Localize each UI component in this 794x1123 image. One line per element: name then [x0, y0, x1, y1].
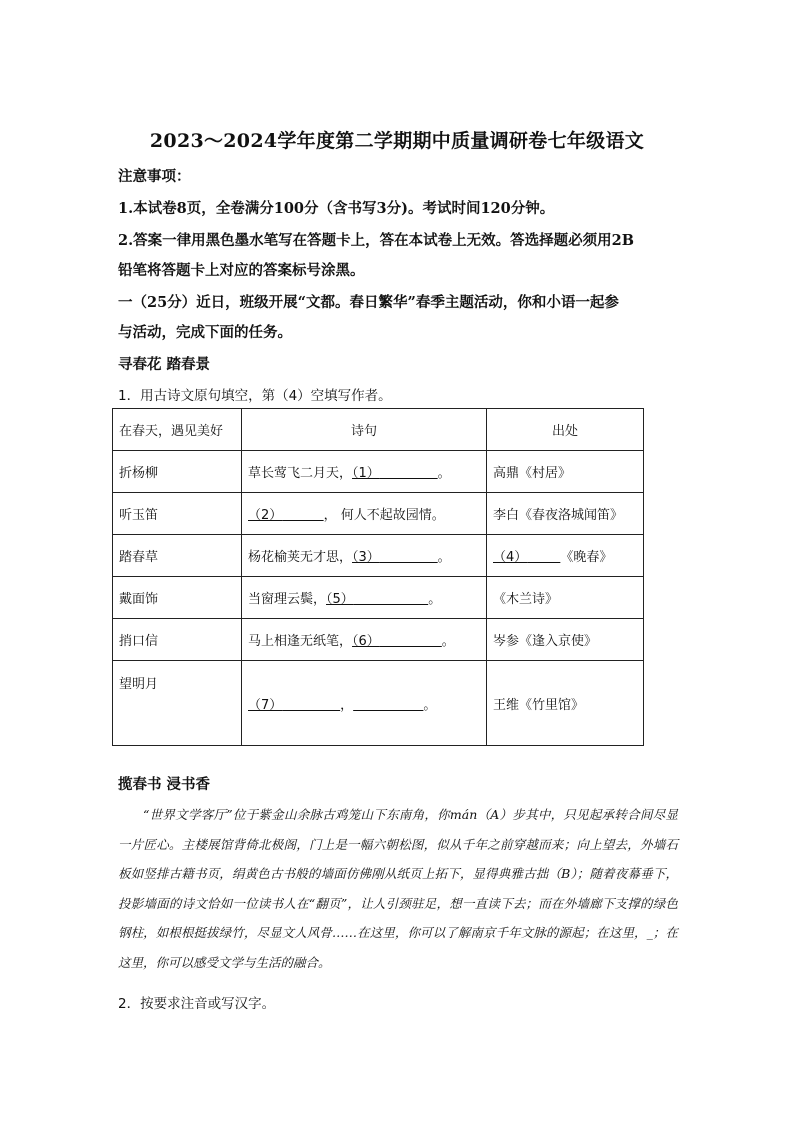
poem-text: 草长莺飞二月天，: [248, 466, 353, 481]
poem-text: 当窗理云鬓，: [248, 592, 327, 607]
source-cell: 高鼎《村居》: [487, 451, 644, 493]
fill-blank-7[interactable]: （7）: [248, 697, 283, 713]
header-line: 诗句: [242, 409, 487, 451]
theme-cell: 听玉笛: [113, 493, 242, 535]
theme-cell: 戴面饰: [113, 577, 242, 619]
header-source: 出处: [487, 409, 644, 451]
theme-cell: 踏春草: [113, 535, 242, 577]
table-header-row: [113, 409, 644, 451]
source-cell: 岑参《逢入京使》: [487, 619, 644, 661]
section1-line-b: 与活动，完成下面的任务。: [118, 324, 292, 341]
source-cell: （4） 《晚春》: [487, 535, 644, 577]
source-cell: 王维《竹里馆》: [487, 661, 644, 746]
header-theme: 在春天，遇见美好: [113, 409, 242, 451]
page-title: 2023～2024学年度第二学期期中质量调研卷七年级语文: [149, 130, 645, 152]
fill-blank-3[interactable]: （3）: [352, 550, 380, 565]
poem-line-cell: （7） ， 。: [242, 661, 487, 746]
poem-table: [112, 408, 644, 746]
question-1: 1．用古诗文原句填空，第（4）空填写作者。: [118, 388, 392, 404]
notice-heading: 注意事项：: [118, 168, 191, 185]
theme-cell: 折杨柳: [113, 451, 242, 493]
fill-blank-5[interactable]: （5）: [326, 592, 354, 607]
poem-line-cell: 当窗理云鬓，（5） 。: [242, 577, 487, 619]
fill-blank-4[interactable]: （4）: [493, 550, 528, 565]
source-cell: 《木兰诗》: [487, 577, 644, 619]
table-row: [113, 619, 644, 661]
theme-cell: 望明月: [113, 661, 242, 746]
source-cell: 李白《春夜洛城闻笛》: [487, 493, 644, 535]
table-row: [113, 577, 644, 619]
poem-line-cell: （2） ， 何人不起故园情。: [242, 493, 487, 535]
fill-blank-6[interactable]: （6）: [352, 634, 380, 649]
table-row: [113, 451, 644, 493]
notice-item-1: 1.本试卷8页，全卷满分100分（含书写3分)。考试时间120分钟。: [118, 200, 555, 217]
table-row: [113, 535, 644, 577]
notice-item-2a: 2.答案一律用黑色墨水笔写在答题卡上，答在本试卷上无效。答选择题必须用2B: [118, 232, 634, 249]
fill-blank-7b[interactable]: [353, 698, 423, 713]
part1-heading: 寻春花 踏春景: [118, 356, 211, 373]
poem-line-cell: 草长莺飞二月天，（1） 。: [242, 451, 487, 493]
poem-text: 杨花榆荚无才思，: [248, 550, 353, 565]
poem-text: 马上相逢无纸笔，: [248, 634, 353, 649]
poem-line-cell: 杨花榆荚无才思，（3） 。: [242, 535, 487, 577]
poem-line-cell: 马上相逢无纸笔，（6） 。: [242, 619, 487, 661]
fill-blank-1[interactable]: （1）: [352, 466, 380, 481]
part2-heading: 揽春书 浸书香: [118, 776, 211, 793]
table-row: [113, 661, 644, 746]
table-row: [113, 493, 644, 535]
section1-line-a: 一（25分）近日，班级开展“文都。春日繁华”春季主题活动，你和小语一起参: [118, 294, 619, 311]
reading-passage: “世界文学客厅”位于紫金山余脉古鸡笼山下东南角，你mán（A）步其中，只见起承转合间尽显一片匠心。主楼展馆背倚北极阁，门上是一幅六朝松图，似从千年之前穿越而来；向上望去，外墙石板如竖排古籍书页，绢黄色古书般的墙面仿佛刚从纸页上拓下，显得典雅古拙（B）；随着夜幕垂下，投影墙面的诗文恰如一位读书人在“翻页”，让人引颈驻足，想一直读下去；而在外墙廊下支撑的绿色钢柱，如根根挺拔绿竹，尽显文人风骨……在这里，你可以了解南京千年文脉的源起；在这里，_；在这里，你可以感受文学与生活的融合。: [118, 807, 678, 970]
theme-cell: 捎口信: [113, 619, 242, 661]
notice-item-2b: 铅笔将答题卡上对应的答案标号涂黑。: [118, 262, 365, 279]
fill-blank-2[interactable]: （2）: [248, 508, 283, 523]
question-2: 2．按要求注音或写汉字。: [118, 996, 276, 1012]
